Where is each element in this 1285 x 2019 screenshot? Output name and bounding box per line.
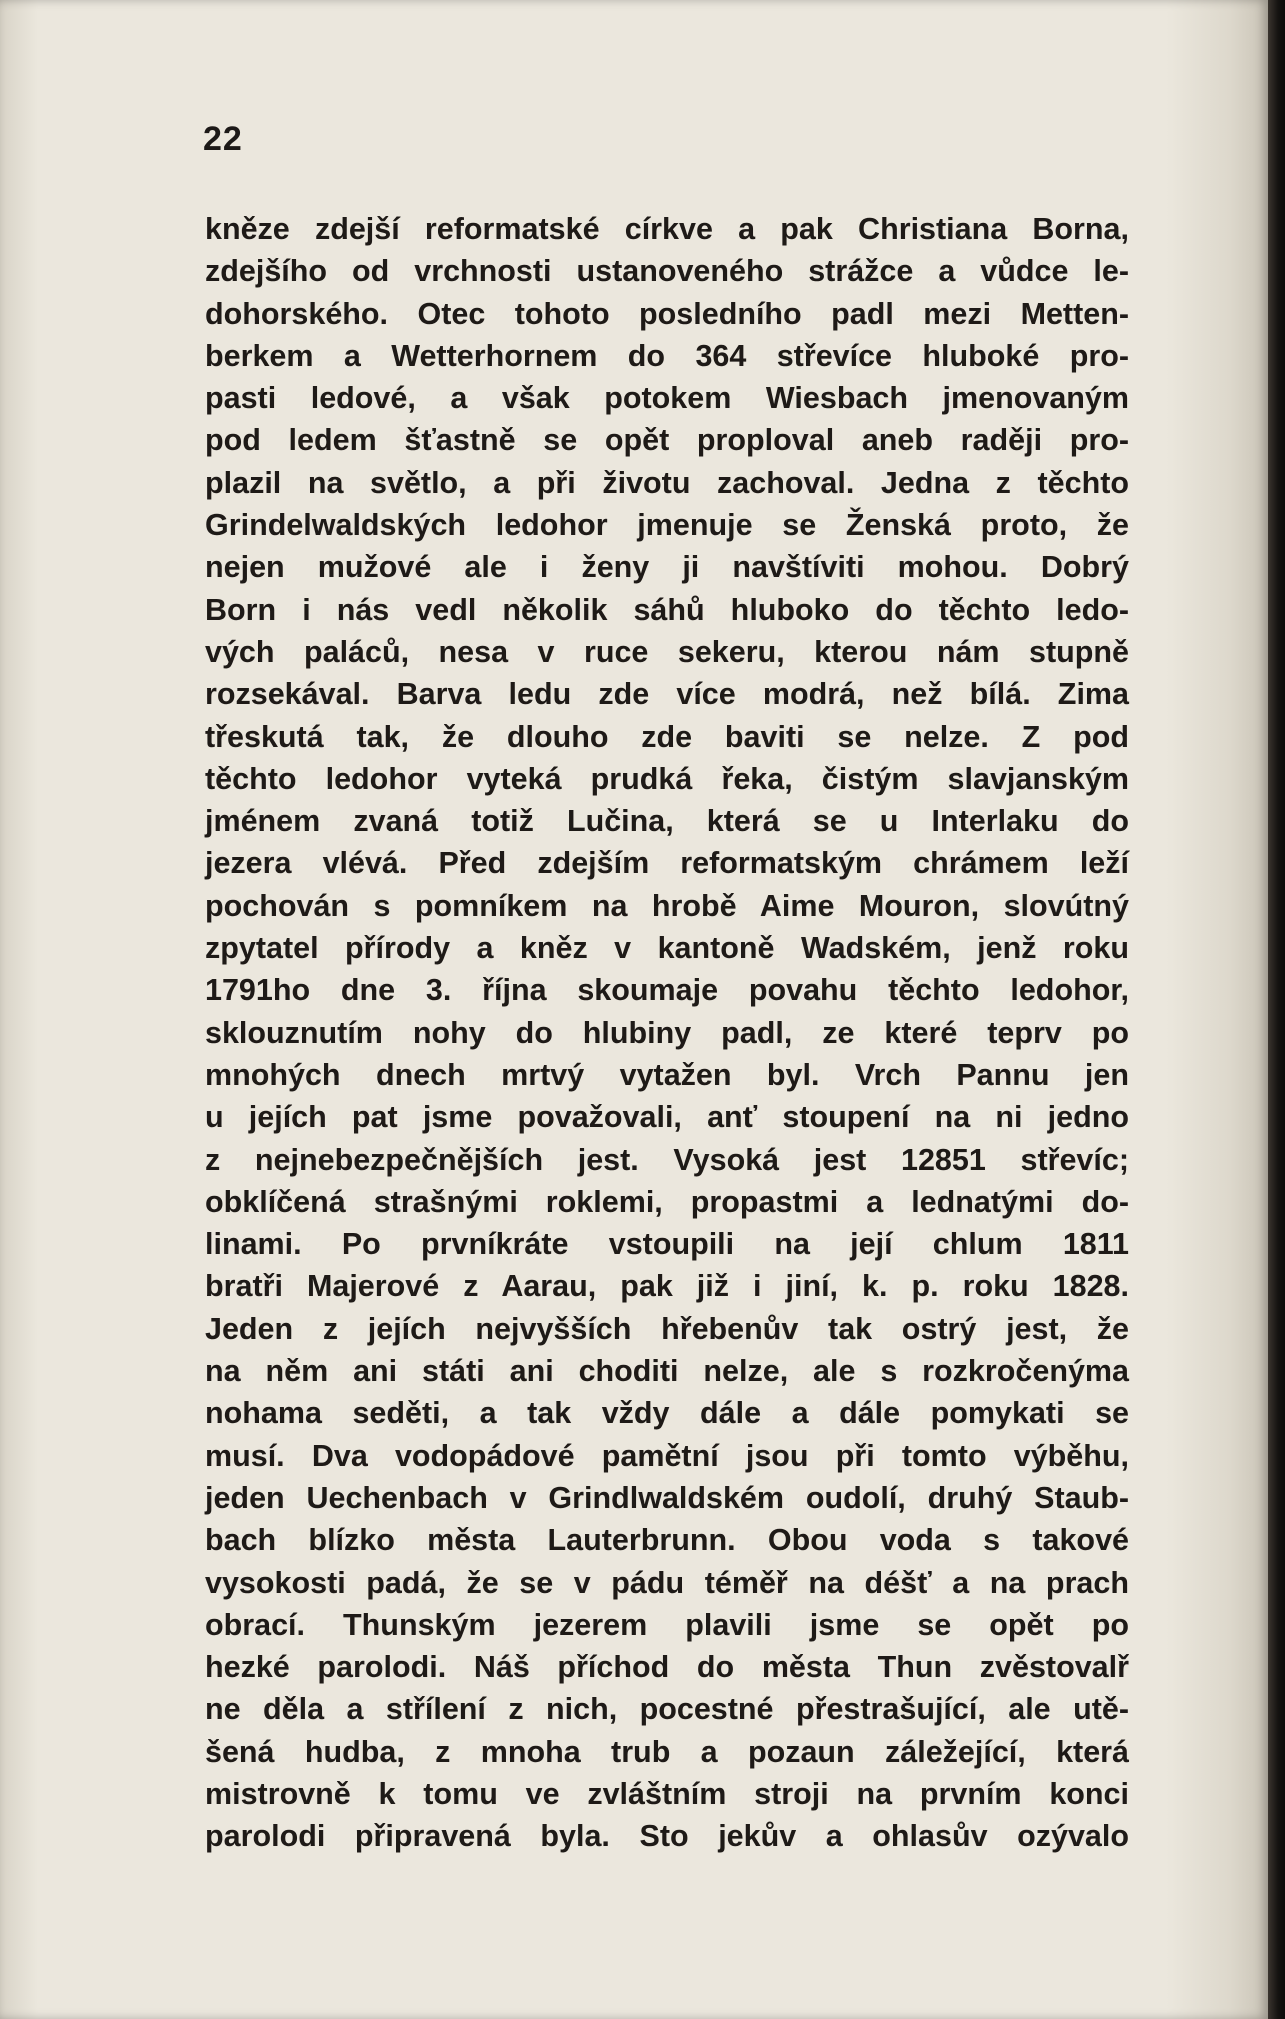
text-line: kněze zdejší reformatské církve a pak Christiana Borna,: [205, 212, 1129, 246]
text-line: obrací. Thunským jezerem plavili jsme se opět po: [205, 1607, 1129, 1642]
page-number: 22: [203, 120, 243, 158]
text-line: bach blízko města Lauterbrunn. Obou voda s takové: [205, 1523, 1129, 1558]
text-line: vysokosti padá, že se v pádu téměř na déšť a na prach: [205, 1565, 1129, 1600]
text-line: obklíčená strašnými roklemi, propastmi a lednatými do-: [205, 1184, 1129, 1219]
text-line: plazil na světlo, a při životu zachoval. Jedna z těchto: [205, 465, 1129, 500]
text-line: pasti ledové, a však potokem Wiesbach jmenovaným: [205, 381, 1129, 416]
text-line: rozsekával. Barva ledu zde více modrá, než bílá. Zima: [205, 677, 1129, 712]
text-line: linami. Po prvníkráte vstoupili na její chlum 1811: [205, 1227, 1129, 1262]
text-line: pod ledem šťastně se opět proploval aneb raději pro-: [205, 423, 1129, 458]
text-line: berkem a Wetterhornem do 364 střevíce hluboké pro-: [205, 338, 1129, 373]
text-line: bratři Majerové z Aarau, pak již i jiní, k. p. roku 1828.: [205, 1269, 1129, 1304]
text-line: dohorského. Otec tohoto posledního padl mezi Metten-: [205, 296, 1129, 331]
body-text: [205, 208, 1129, 1858]
text-line: zpytatel přírody a kněz v kantoně Wadském, jenž roku: [205, 931, 1129, 966]
text-line: u jejích pat jsme považovali, anť stoupení na ni jedno: [205, 1100, 1129, 1135]
text-line: Grindelwaldských ledohor jmenuje se Ženská proto, že: [205, 508, 1129, 543]
text-line: mistrovně k tomu ve zvláštním stroji na prvním konci: [205, 1776, 1129, 1811]
text-line: hezké parolodi. Náš příchod do města Thun zvěstovalř: [205, 1650, 1129, 1685]
text-line: musí. Dva vodopádové pamětní jsou při tomto výběhu,: [205, 1438, 1129, 1473]
text-line: jménem zvaná totiž Lučina, která se u Interlaku do: [205, 804, 1129, 839]
text-line: mnohých dnech mrtvý vytažen byl. Vrch Pannu jen: [205, 1057, 1129, 1092]
text-line: nejen mužové ale i ženy ji navštíviti mohou. Dobrý: [205, 550, 1129, 585]
text-line: jezera vlévá. Před zdejším reformatským chrámem leží: [205, 846, 1129, 881]
text-line: zdejšího od vrchnosti ustanoveného strážce a vůdce le-: [205, 254, 1129, 289]
text-line: šená hudba, z mnoha trub a pozaun záležející, která: [205, 1734, 1129, 1769]
text-line: třeskutá tak, že dlouho zde baviti se nelze. Z pod: [205, 719, 1129, 754]
text-line: jeden Uechenbach v Grindlwaldském oudolí, druhý Staub-: [205, 1480, 1129, 1515]
text-line: pochován s pomníkem na hrobě Aime Mouron, slovútný: [205, 888, 1129, 923]
book-spine-edge: [1268, 0, 1285, 2019]
text-line: 1791ho dne 3. října skoumaje povahu těchto ledohor,: [205, 973, 1129, 1008]
text-line: Born i nás vedl několik sáhů hluboko do těchto ledo-: [205, 592, 1129, 627]
text-line: těchto ledohor vyteká prudká řeka, čistým slavjanským: [205, 761, 1129, 796]
text-line: sklouznutím nohy do hlubiny padl, ze které teprv po: [205, 1015, 1129, 1050]
text-line: parolodi připravená byla. Sto jekův a ohlasův ozývalo: [205, 1819, 1129, 1854]
text-line: Jeden z jejích nejvyšších hřebenův tak ostrý jest, že: [205, 1311, 1129, 1346]
text-line: nohama seděti, a tak vždy dále a dále pomykati se: [205, 1396, 1129, 1431]
text-line: ne děla a střílení z nich, pocestné přestrašující, ale utě-: [205, 1692, 1129, 1727]
text-line: vých paláců, nesa v ruce sekeru, kterou nám stupně: [205, 634, 1129, 669]
text-line: na něm ani státi ani choditi nelze, ale s rozkročenýma: [205, 1354, 1129, 1389]
text-line: z nejnebezpečnějších jest. Vysoká jest 12851 střevíc;: [205, 1142, 1129, 1177]
